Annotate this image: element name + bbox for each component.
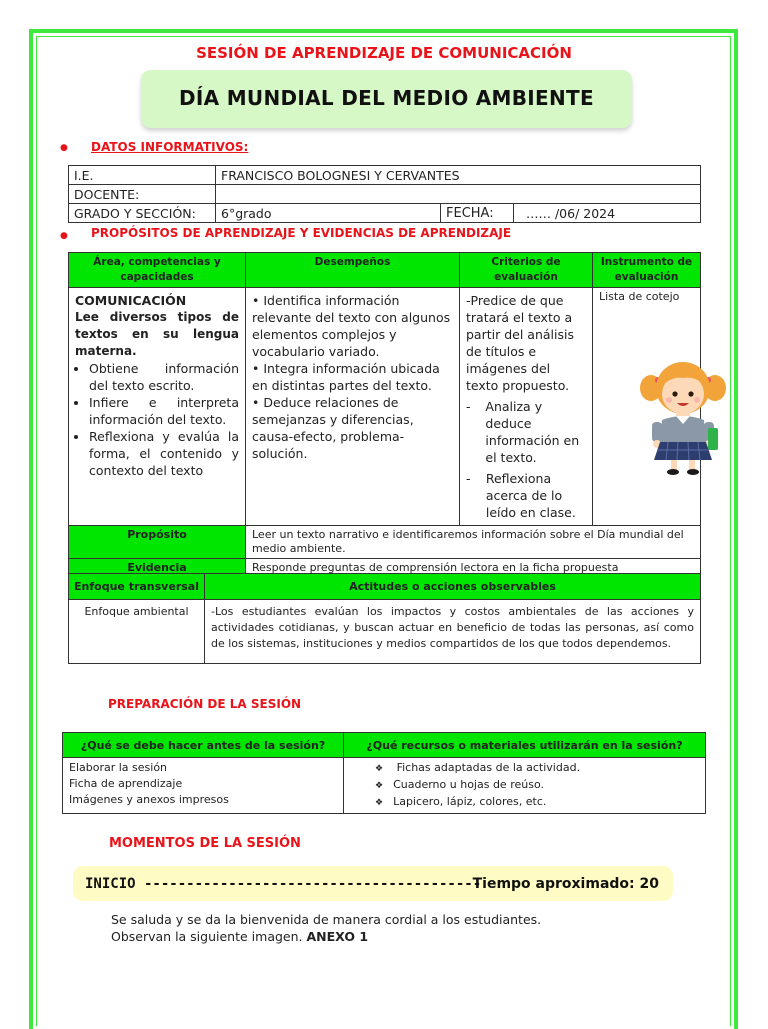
propositos-heading: PROPÓSITOS DE APRENDIZAJE Y EVIDENCIAS DE APRENDIZAJE xyxy=(91,226,512,240)
evidencia-label: Evidencia xyxy=(69,559,246,578)
prep-col1: ¿Qué se debe hacer antes de la sesión? xyxy=(63,733,344,758)
grado-value: 6°grado xyxy=(216,204,441,223)
banner-title: DÍA MUNDIAL DEL MEDIO AMBIENTE xyxy=(179,86,594,110)
capacidad-item: • Reflexiona y evalúa la forma, el contenido y contexto del texto xyxy=(89,428,239,479)
recurso-item: ❖ Lapicero, lápiz, colores, etc. xyxy=(375,794,699,811)
prep-antes-item: Ficha de aprendizaje xyxy=(69,777,183,790)
preparacion-table xyxy=(62,732,706,814)
propositos-header-row xyxy=(69,253,701,288)
grado-label: GRADO Y SECCIÓN: xyxy=(69,204,216,223)
bullet-icon: ● xyxy=(60,143,68,153)
session-title: SESIÓN DE APRENDIZAJE DE COMUNICACIÓN xyxy=(196,44,572,62)
criterios-cell: -Predice de que tratará el texto a partir del análisis de títulos e imágenes del texto propuesto. - Analiza y deduce información en el texto. - Reflexiona acerca de lo leído en clase. xyxy=(460,288,593,526)
enfoque-col1: Enfoque transversal xyxy=(69,574,205,600)
inicio-label: INICIO ---------------------------------------- xyxy=(85,876,482,892)
evidencia-value: Responde preguntas de comprensión lectora en la ficha propuesta xyxy=(246,559,701,578)
inicio-bar xyxy=(73,866,673,901)
prep-antes-item: Elaborar la sesión xyxy=(69,761,168,774)
enfoque-table xyxy=(68,573,701,664)
enfoque-label: Enfoque ambiental xyxy=(69,600,205,664)
col-instrumento: Instrumento de evaluación xyxy=(593,253,701,288)
desempenos-cell xyxy=(246,288,460,526)
inicio-line-1: Se saluda y se da la bienvenida de manera cordial a los estudiantes. xyxy=(111,912,542,927)
bullet-icon: ● xyxy=(60,231,68,241)
fecha-label: FECHA: xyxy=(441,204,514,223)
fecha-value: …… /06/ 2024 xyxy=(514,204,701,223)
area-title: COMUNICACIÓN xyxy=(75,293,187,308)
inicio-time: Tiempo aproximado: 20 xyxy=(472,876,659,892)
capacidad-item: • Obtiene información del texto escrito. xyxy=(89,360,239,394)
col-desempenos: Desempeños xyxy=(246,253,460,288)
competencia: Lee diversos tipos de textos en su lengua materna. xyxy=(75,310,239,358)
instrumento-cell: Lista de cotejo xyxy=(593,288,701,526)
prep-antes-item: Imágenes y anexos impresos xyxy=(69,793,229,806)
preparacion-heading: PREPARACIÓN DE LA SESIÓN xyxy=(108,697,302,711)
enfoque-header-row xyxy=(69,574,701,600)
desempeno-item: • Identifica información relevante del texto con algunos elementos complejos y vocabulario variado. xyxy=(252,293,451,359)
propositos-content-row xyxy=(69,288,701,526)
prep-recursos-cell xyxy=(344,758,706,814)
proposito-label: Propósito xyxy=(69,526,246,559)
ie-value: FRANCISCO BOLOGNESI Y CERVANTES xyxy=(216,166,701,185)
info-table xyxy=(68,165,701,223)
recurso-item: ❖ Cuaderno u hojas de reúso. xyxy=(375,777,699,794)
recurso-item: ❖ Fichas adaptadas de la actividad. xyxy=(375,760,699,777)
datos-heading: DATOS INFORMATIVOS: xyxy=(91,140,249,154)
propositos-table xyxy=(68,252,701,578)
capacidad-item: • Infiere e interpreta información del texto. xyxy=(89,394,239,428)
criterio-item: Analiza y deduce información en el texto. xyxy=(485,399,580,465)
prep-header-row xyxy=(63,733,706,758)
col-criterios: Criterios de evaluación xyxy=(460,253,593,288)
anexo-label: ANEXO 1 xyxy=(306,929,369,944)
prep-col2: ¿Qué recursos o materiales utilizarán en la sesión? xyxy=(344,733,706,758)
proposito-value: Leer un texto narrativo e identificaremos información sobre el Día mundial del medio ambiente. xyxy=(246,526,701,559)
docente-value xyxy=(216,185,701,204)
docente-label: DOCENTE: xyxy=(69,185,216,204)
girl-illustration xyxy=(638,358,728,476)
enfoque-value: -Los estudiantes evalúan los impactos y costos ambientales de las acciones y actividades cotidianas, y buscan actuar en beneficio de todas las personas, así como de los sistemas, instituciones y medios compartidos de los que todos dependemos. xyxy=(205,600,701,664)
inicio-line-2-text: Observan la siguiente imagen. xyxy=(111,929,307,944)
criterio-intro: -Predice de que tratará el texto a partir del análisis de títulos e imágenes del texto propuesto. xyxy=(466,293,574,393)
prep-antes-cell xyxy=(63,758,344,814)
area-cell xyxy=(69,288,246,526)
col-area: Área, competencias y capacidades xyxy=(69,253,246,288)
title-banner xyxy=(141,70,632,128)
desempeno-item: • Integra información ubicada en distintas partes del texto. xyxy=(252,361,440,393)
criterio-item: Reflexiona acerca de lo leído en clase. xyxy=(485,471,576,520)
inicio-line-2 xyxy=(111,929,368,944)
desempeno-item: • Deduce relaciones de semejanzas y diferencias, causa-efecto, problema-solución. xyxy=(252,395,414,461)
enfoque-col2: Actitudes o acciones observables xyxy=(205,574,701,600)
momentos-heading: MOMENTOS DE LA SESIÓN xyxy=(109,836,301,851)
ie-label: I.E. xyxy=(69,166,216,185)
